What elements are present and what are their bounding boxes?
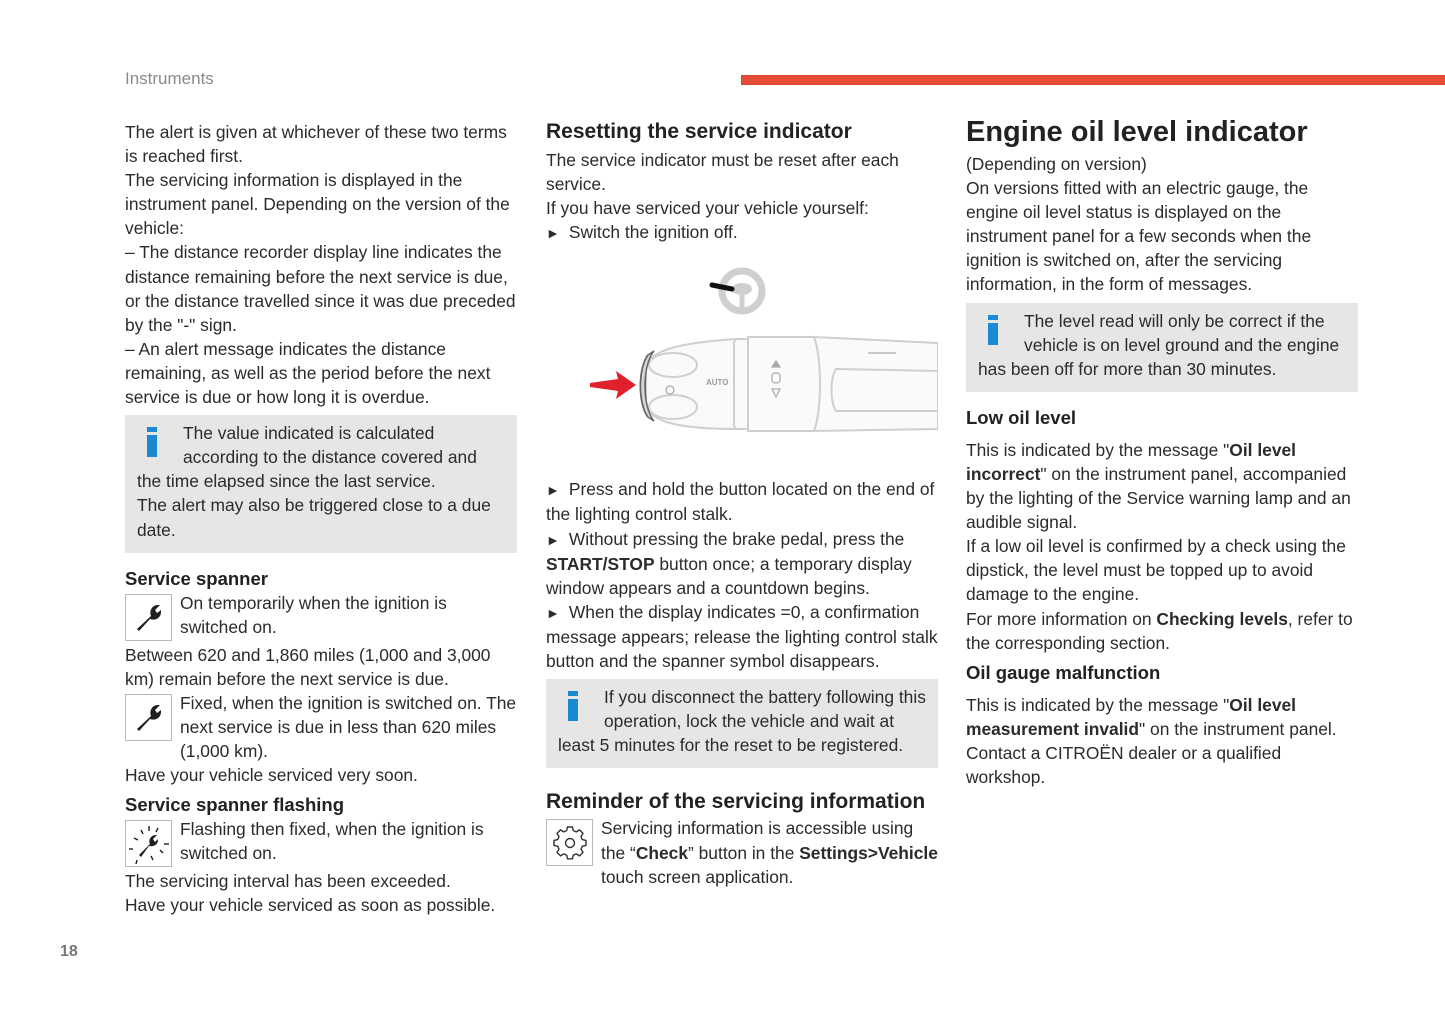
header-accent-bar [741,75,1445,85]
paragraph: On versions fitted with an electric gauge, the engine oil level status is displayed on the instrument panel for a few seconds when the ignition is switched on, after the servicing information, in the form of messages. [966,178,1312,295]
steering-wheel-icon [712,271,762,311]
section-heading: Low oil level [966,406,1076,428]
paragraph: On temporarily when the ignition is switched on. [180,592,447,637]
paragraph: The alert is given at whichever of these two terms is reached first. [125,122,507,167]
section-heading: Oil gauge malfunction [966,661,1161,683]
auto-label: AUTO [706,378,729,388]
paragraph: The servicing interval has been exceeded. [125,871,451,892]
bullet-arrow-icon: ► [546,225,560,242]
info-icon [568,691,578,721]
paragraph: Contact a CITROËN dealer or a qualified workshop. [966,742,1282,787]
paragraph: (Depending on version) [966,154,1147,174]
info-icon [147,427,157,457]
paragraph: Have your vehicle serviced very soon. [125,765,418,786]
info-box [125,415,517,552]
info-text: The level read will only be correct if the vehicle is on level ground and the engine has been off for more than 30 minutes. [978,310,1340,379]
paragraph: Servicing information is accessible using the “Check” button in the Settings>Vehicle touch screen application. [601,818,938,887]
bullet-arrow-icon: ► [546,482,560,499]
column-right [966,116,1358,789]
section-heading: Service spanner [125,567,268,589]
bullet-arrow-icon: ► [546,531,560,548]
step: ► Without pressing the brake pedal, press the START/STOP button once; a temporary display window appears and a countdown begins. [546,528,912,598]
paragraph: This is indicated by the message "Oil level incorrect" on the instrument panel, accompanied by the lighting of the Service warning lamp and an audible signal. [966,439,1351,533]
paragraph: This is indicated by the message "Oil level measurement invalid" on the instrument panel. [966,694,1337,739]
section-title: Instruments [125,69,214,88]
column-middle [546,120,938,889]
info-box [966,303,1358,392]
paragraph: Fixed, when the ignition is switched on. The next service is due in less than 620 miles (1,000 km). [180,692,517,761]
list-item: – An alert message indicates the distance remaining, as well as the period before the next service is due or how long it is overdue. [125,338,491,408]
section-heading: Service spanner flashing [125,794,345,816]
column-left [125,120,517,917]
paragraph: The service indicator must be reset after each service. [546,150,899,195]
gear-icon [546,819,593,866]
spanner-icon [125,594,172,641]
info-text: If you disconnect the battery following this operation, lock the vehicle and wait at least 5 minutes for the reset to be registered. [558,687,926,756]
paragraph: If you have serviced your vehicle yourself: [546,198,869,219]
paragraph: For more information on Checking levels, refer to the corresponding section. [966,608,1353,653]
bullet-arrow-icon: ► [546,604,560,621]
paragraph: Have your vehicle serviced as soon as possible. [125,895,496,916]
step: ► When the display indicates =0, a confirmation message appears; release the lighting control stalk button and the spanner symbol disappears. [546,601,938,672]
page-number: 18 [60,943,78,960]
step: ► Press and hold the button located on the end of the lighting control stalk. [546,479,935,525]
list-item: – The distance recorder display line indicates the distance remaining before the next service is due, or the distance travelled since it was due preceded by the "-" sign. [125,242,516,335]
paragraph: Between 620 and 1,860 miles (1,000 and 3,000 km) remain before the next service is due. [125,644,491,689]
paragraph: The servicing information is displayed in the instrument panel. Depending on the version of the vehicle: [125,170,510,239]
spanner-flashing-icon [125,820,172,867]
spanner-icon [125,694,172,741]
info-text: The value indicated is calculated according to the distance covered and the time elapsed since the last service. [137,423,477,492]
step: ► Switch the ignition off. [546,222,738,243]
page-heading: Engine oil level indicator [966,116,1308,148]
section-heading: Reminder of the servicing information [546,790,926,814]
paragraph: If a low oil level is confirmed by a check using the dipstick, the level must be topped up to avoid damage to the engine. [966,536,1346,605]
info-icon [988,315,998,345]
info-box [546,679,938,768]
lighting-stalk-illustration [546,251,938,471]
info-text: The alert may also be triggered close to a due date. [137,495,491,540]
paragraph: Flashing then fixed, when the ignition is switched on. [180,819,484,864]
section-heading: Resetting the service indicator [546,120,852,143]
